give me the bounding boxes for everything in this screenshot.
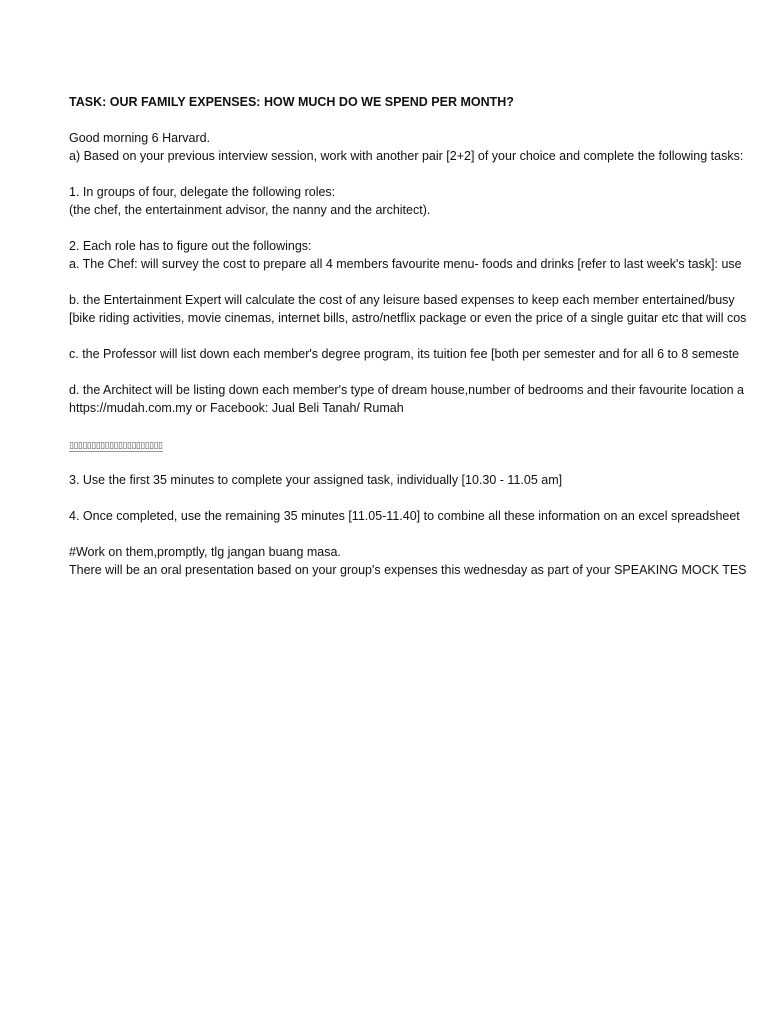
spacer: [69, 111, 678, 129]
spacer: [69, 165, 678, 183]
spacer: [69, 489, 678, 507]
spacer: [69, 363, 678, 381]
intro-line: a) Based on your previous interview session, work with another pair [2+2] of your choice and complete the following tasks:: [69, 149, 744, 163]
step2-architect-line: d. the Architect will be listing down each member's type of dream house,number of bedrooms and their favourite location a: [69, 383, 744, 397]
step1-roles-line: (the chef, the entertainment advisor, the nanny and the architect).: [69, 203, 431, 217]
spacer: [69, 219, 678, 237]
spacer: [69, 417, 678, 435]
spacer: [69, 525, 678, 543]
closing-line: #Work on them,promptly, tlg jangan buang masa.: [69, 545, 341, 559]
step4-line: 4. Once completed, use the remaining 35 minutes [11.05-11.40] to combine all these information on an excel spreadsheet: [69, 509, 740, 523]
document-body: [69, 93, 747, 593]
garbled-text: ▯▯▯▯▯▯▯▯▯▯▯▯▯▯▯▯▯▯▯▯▯: [69, 440, 163, 450]
step2-heading: 2. Each role has to figure out the followings:: [69, 239, 312, 253]
step2-chef-line: a. The Chef: will survey the cost to prepare all 4 members favourite menu- foods and drinks [refer to last week's task]: use: [69, 257, 742, 271]
presentation-note-line: There will be an oral presentation based on your group's expenses this wednesday as part of your SPEAKING MOCK TES: [69, 563, 747, 577]
step2-architect-link-line: https://mudah.com.my or Facebook: Jual Beli Tanah/ Rumah: [69, 401, 404, 415]
step3-line: 3. Use the first 35 minutes to complete your assigned task, individually [10.30 - 11.05 am]: [69, 473, 563, 487]
greeting-line: Good morning 6 Harvard.: [69, 131, 211, 145]
spacer: [69, 453, 678, 471]
spacer: [69, 327, 678, 345]
spacer: [69, 273, 678, 291]
step1-line: 1. In groups of four, delegate the following roles:: [69, 185, 336, 199]
step2-entertainment-line-2: [bike riding activities, movie cinemas, internet bills, astro/netflix package or even the price of a single guitar etc that will cos: [69, 311, 747, 325]
step2-entertainment-line: b. the Entertainment Expert will calculate the cost of any leisure based expenses to keep each member entertained/busy: [69, 293, 735, 307]
document-title: TASK: OUR FAMILY EXPENSES: HOW MUCH DO WE SPEND PER MONTH?: [69, 95, 514, 109]
step2-professor-line: c. the Professor will list down each member's degree program, its tuition fee [both per semester and for all 6 to 8 semeste: [69, 347, 740, 361]
